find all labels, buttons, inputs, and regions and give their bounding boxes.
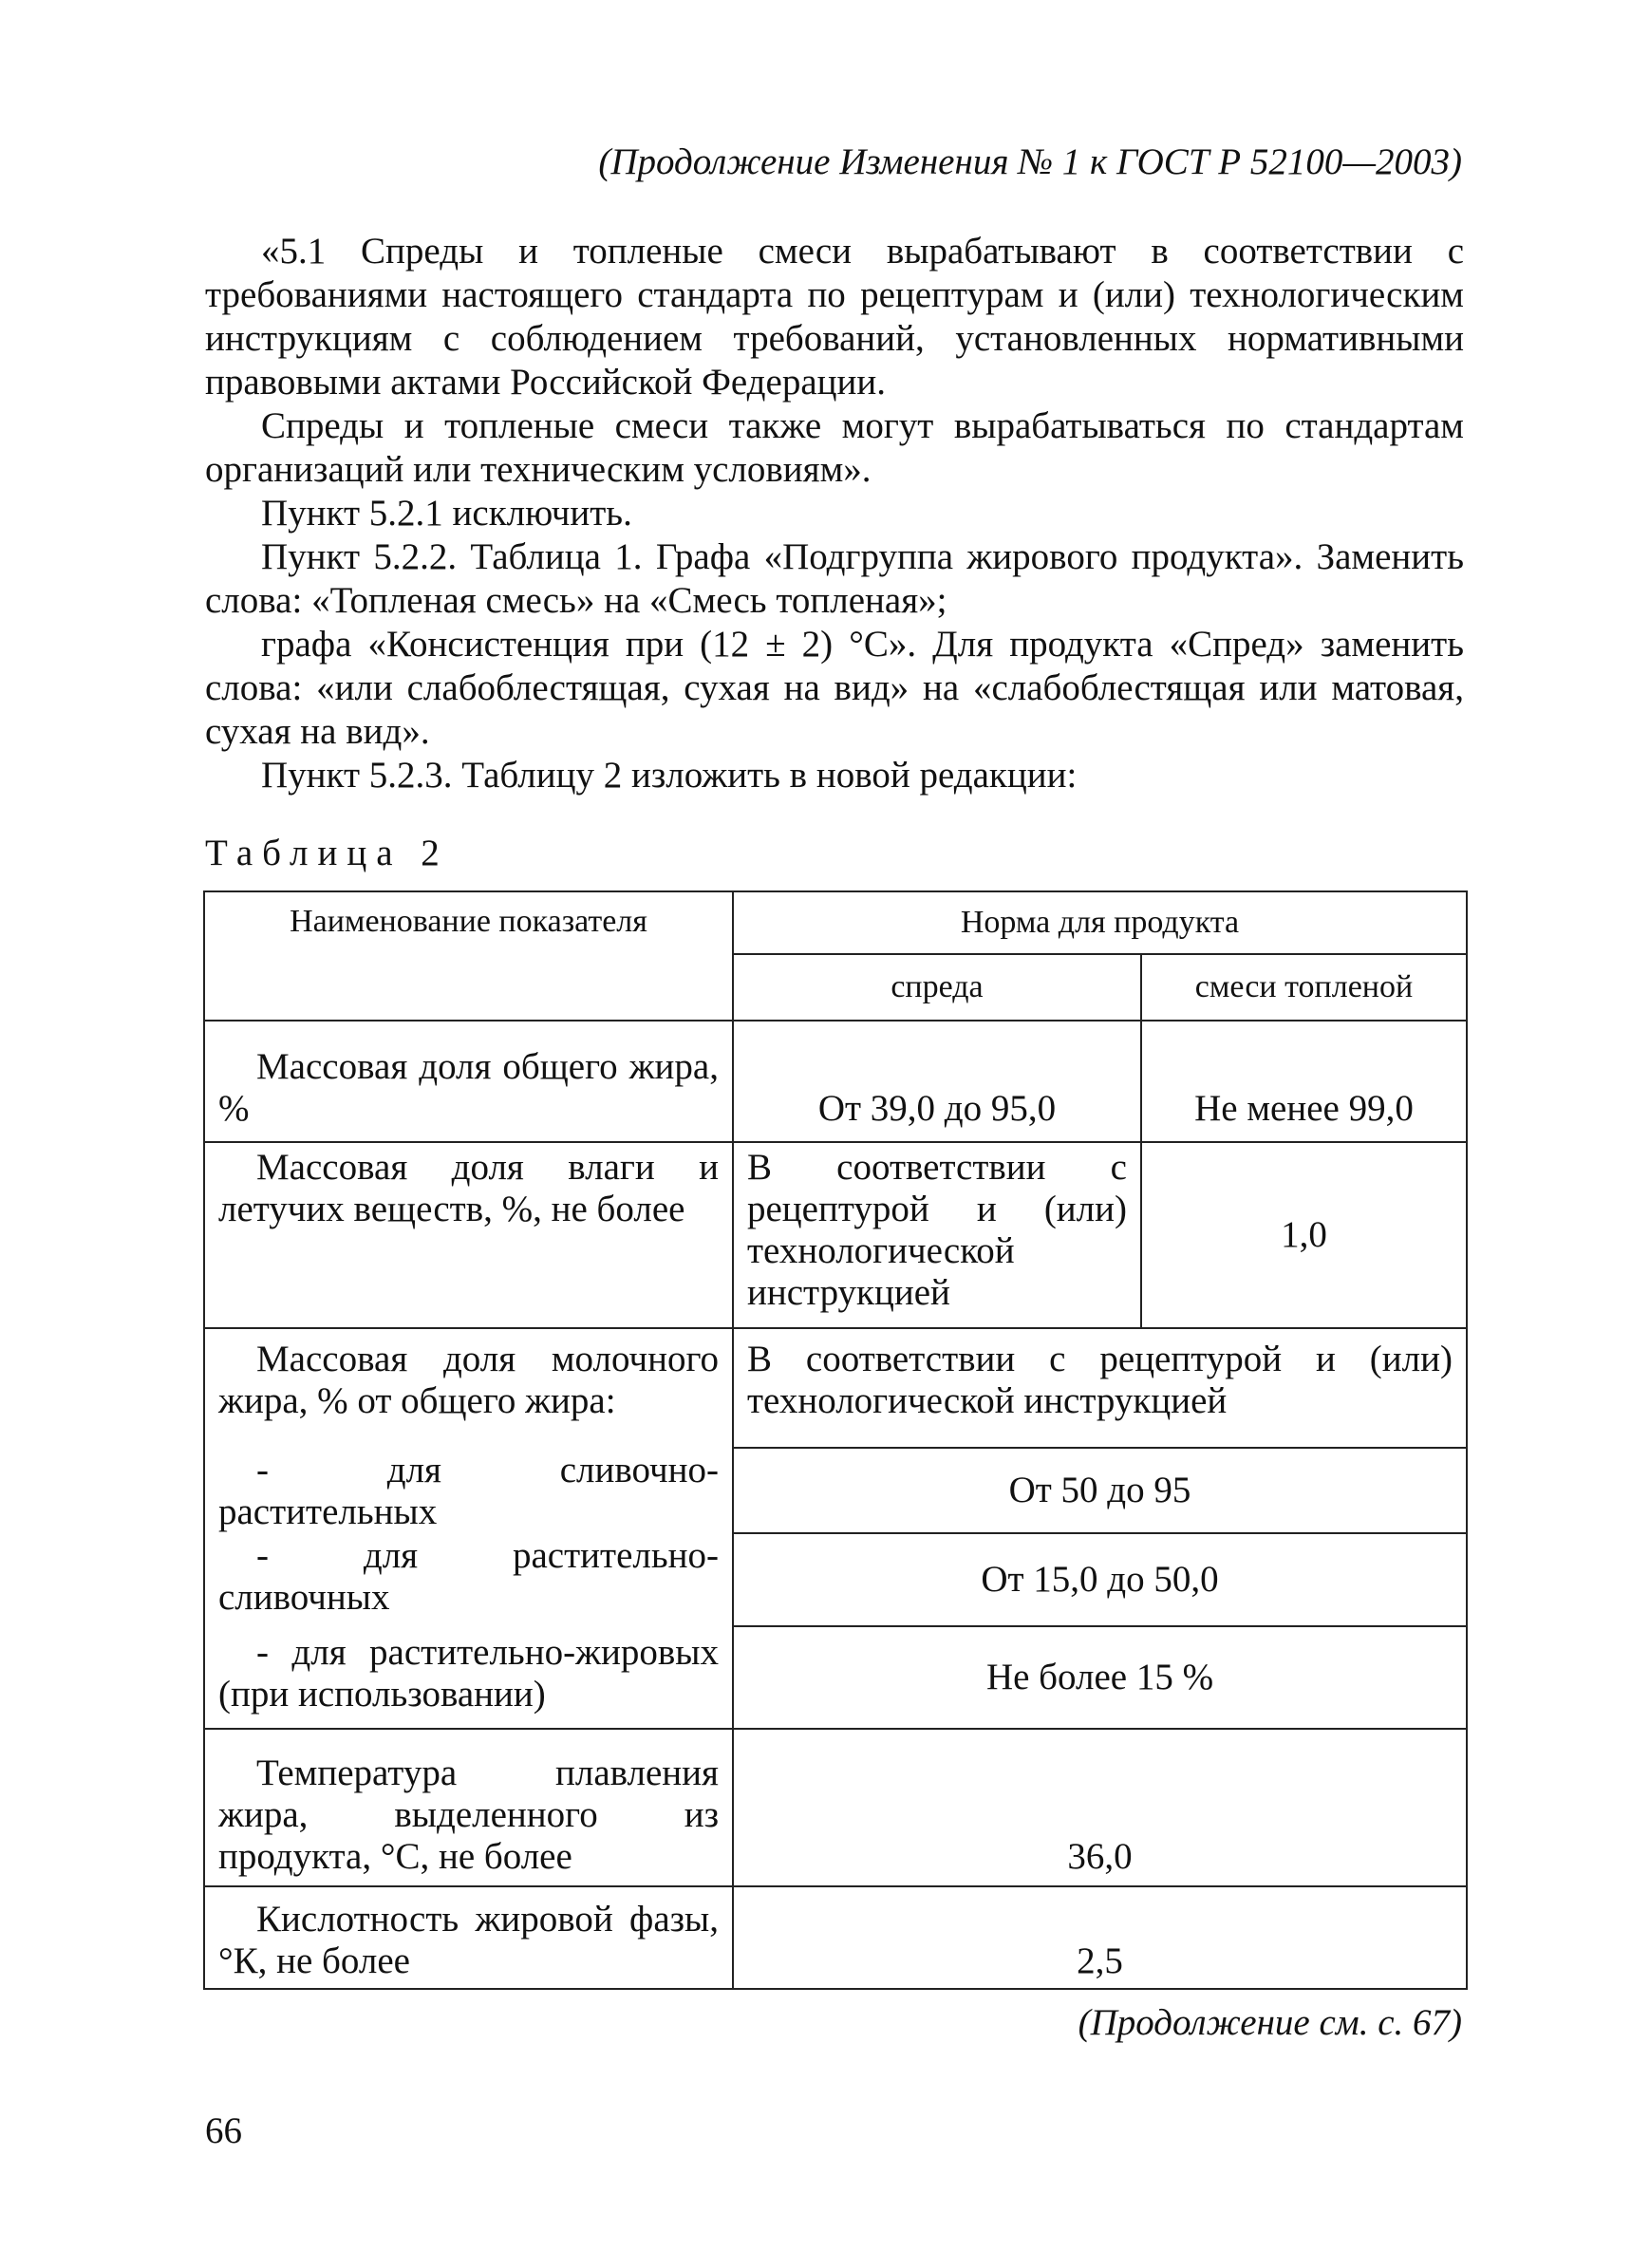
cell-melt-name (204, 1729, 733, 1886)
table-row (204, 1021, 1467, 1142)
table-row (204, 1448, 1467, 1533)
cell-acid-name (204, 1886, 733, 1989)
vegcream-name-text: - для растительно-сливочных (218, 1535, 719, 1618)
cell-fat-name (204, 1021, 733, 1142)
table-row (204, 1533, 1467, 1626)
paragraph-5-2-2: Пункт 5.2.2. Таблица 1. Графа «Подгруппа жирового продукта». Заменить слова: «Топленая смесь» на «Смесь топленая»; (205, 536, 1464, 621)
running-header: (Продолжение Изменения № 1 к ГОСТ Р 52100—2003) (598, 141, 1462, 182)
table-2 (203, 890, 1468, 1990)
moisture-name-text: Массовая доля влаги и летучих веществ, %, не более (218, 1147, 719, 1229)
cell-fat-spread: От 39,0 до 95,0 (733, 1021, 1141, 1142)
milkfat-name-text: Массовая доля молочного жира, % от общего жира: (218, 1339, 719, 1421)
cell-vegcream-name (204, 1533, 733, 1626)
header-product-norm: Норма для продукта (733, 891, 1467, 954)
vegfat-name-text: - для растительно-жировых (при использовании) (218, 1632, 719, 1715)
paragraph-consistency: графа «Консистенция при (12 ± 2) °С». Для продукта «Спред» заменить слова: «или слабоблестящая, сухая на вид» на «слабоблестящая или матовая, сухая на вид». (205, 624, 1464, 752)
paragraph-5-1: «5.1 Спреды и топленые смеси вырабатывают в соответствии с требованиями настоящего стандарта по рецептурам и (или) технологическим инструкциям с соблюдением требований, установленных нормативными правовыми актами Российской Федерации. (205, 231, 1464, 403)
paragraph-standards: Спреды и топленые смеси также могут вырабатываться по стандартам организаций или техническим условиям». (205, 405, 1464, 490)
table-caption: Таблица 2 (205, 833, 449, 873)
continuation-note: (Продолжение см. с. 67) (1078, 2002, 1462, 2043)
moisture-spread-text: В соответствии с рецептурой и (или) технологической инструкцией (747, 1147, 1127, 1313)
cell-moisture-name (204, 1142, 733, 1328)
cell-creamy-value: От 50 до 95 (733, 1448, 1467, 1533)
header-indicator-name: Наименование показателя (204, 891, 733, 1021)
page-number: 66 (205, 2110, 242, 2151)
cell-moisture-spread (733, 1142, 1141, 1328)
melt-name-text: Температура плавления жира, выделенного из продукта, °С, не более (218, 1753, 719, 1877)
cell-moisture-melted: 1,0 (1141, 1142, 1467, 1328)
header-melted-mix: смеси топленой (1141, 954, 1467, 1021)
cell-acid-value: 2,5 (733, 1886, 1467, 1989)
cell-vegcream-value: От 15,0 до 50,0 (733, 1533, 1467, 1626)
table-row (204, 1886, 1467, 1989)
milkfat-value-text: В соответствии с рецептурой и (или) технологической инструкцией (747, 1339, 1453, 1421)
table-row (204, 1729, 1467, 1886)
cell-milkfat-name (204, 1328, 733, 1448)
cell-vegfat-value: Не более 15 % (733, 1626, 1467, 1729)
cell-creamy-name (204, 1448, 733, 1533)
table-row (204, 1328, 1467, 1448)
acid-name-text: Кислотность жировой фазы, °К, не более (218, 1899, 719, 1981)
cell-vegfat-name (204, 1626, 733, 1729)
table-row (204, 1626, 1467, 1729)
paragraph-5-2-3: Пункт 5.2.3. Таблицу 2 изложить в новой редакции: (261, 755, 1078, 796)
table-header-row (204, 891, 1467, 954)
cell-melt-value: 36,0 (733, 1729, 1467, 1886)
table-row (204, 1142, 1467, 1328)
creamy-name-text: - для сливочно-растительных (218, 1450, 719, 1532)
fat-name-text: Массовая доля общего жира, % (218, 1046, 719, 1129)
cell-milkfat-value (733, 1328, 1467, 1448)
cell-fat-melted: Не менее 99,0 (1141, 1021, 1467, 1142)
paragraph-5-2-1: Пункт 5.2.1 исключить. (261, 493, 632, 534)
header-spread: спреда (733, 954, 1141, 1021)
